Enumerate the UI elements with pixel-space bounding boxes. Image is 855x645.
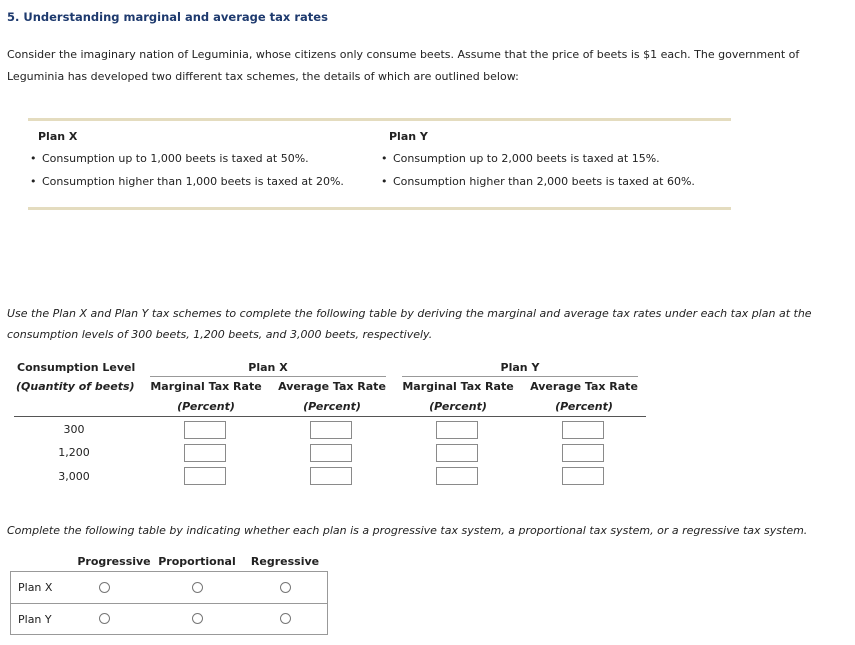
y-average-input-1200[interactable] — [562, 444, 604, 462]
plan-x-details — [28, 130, 344, 190]
plan-x-header-rule — [150, 376, 386, 377]
tax-system-row-plan-x — [10, 571, 328, 604]
plans-box — [28, 118, 731, 210]
y-marginal-header: Marginal Tax Rate — [402, 380, 514, 393]
progressive-header: Progressive — [77, 555, 151, 568]
row-label-plan-x: Plan X — [18, 581, 53, 594]
x-average-input-3000[interactable] — [310, 467, 352, 485]
plan-y-details — [379, 130, 695, 190]
x-marginal-unit: (Percent) — [177, 400, 235, 413]
tax-system-row-plan-y — [10, 603, 328, 635]
y-marginal-input-300[interactable] — [436, 421, 478, 439]
plan-x-rule: • Consumption higher than 1,000 beets is taxed at 20%. — [28, 173, 344, 190]
y-average-unit: (Percent) — [555, 400, 613, 413]
plan-x-regressive-radio[interactable] — [280, 582, 291, 593]
plan-y-progressive-radio[interactable] — [99, 613, 110, 624]
y-average-input-3000[interactable] — [562, 467, 604, 485]
tax-system-table — [10, 551, 328, 635]
x-average-unit: (Percent) — [303, 400, 361, 413]
plan-x-progressive-radio[interactable] — [99, 582, 110, 593]
quantity-header: (Quantity of beets) — [16, 380, 135, 393]
y-marginal-unit: (Percent) — [429, 400, 487, 413]
consumption-level-cell: 300 — [63, 423, 85, 436]
x-marginal-input-3000[interactable] — [184, 467, 226, 485]
plan-y-regressive-radio[interactable] — [280, 613, 291, 624]
consumption-level-cell: 1,200 — [58, 446, 90, 459]
question-title: 5. Understanding marginal and average tax rates — [7, 10, 328, 24]
x-marginal-header: Marginal Tax Rate — [150, 380, 262, 393]
regressive-header: Regressive — [250, 555, 320, 568]
x-average-header: Average Tax Rate — [278, 380, 386, 393]
y-average-header: Average Tax Rate — [530, 380, 638, 393]
x-average-input-1200[interactable] — [310, 444, 352, 462]
x-marginal-input-1200[interactable] — [184, 444, 226, 462]
plan-y-header-rule — [402, 376, 638, 377]
plan-y-heading: Plan Y — [389, 130, 428, 143]
plan-y-rule: • Consumption higher than 2,000 beets is taxed at 60%. — [379, 173, 695, 190]
proportional-header: Proportional — [158, 555, 236, 568]
plan-x-proportional-radio[interactable] — [192, 582, 203, 593]
y-average-input-300[interactable] — [562, 421, 604, 439]
plan-y-rule: • Consumption up to 2,000 beets is taxed at 15%. — [379, 150, 695, 167]
rate-table-instructions: Use the Plan X and Plan Y tax schemes to complete the following table by deriving the marginal and average tax rates under each tax plan at the consumption levels of 300 beets, 1,200 beets, and 3,000 beets, respectively. — [7, 307, 812, 341]
system-table-instructions: Complete the following table by indicating whether each plan is a progressive tax system, a proportional tax system, or a regressive tax system. — [7, 524, 808, 537]
plan-y-proportional-radio[interactable] — [192, 613, 203, 624]
consumption-level-header: Consumption Level — [17, 361, 136, 374]
plan-x-column-header: Plan X — [248, 361, 288, 374]
plan-x-heading: Plan X — [38, 130, 78, 143]
y-marginal-input-1200[interactable] — [436, 444, 478, 462]
consumption-level-cell: 3,000 — [58, 470, 90, 483]
plan-y-column-header: Plan Y — [500, 361, 540, 374]
x-average-input-300[interactable] — [310, 421, 352, 439]
y-marginal-input-3000[interactable] — [436, 467, 478, 485]
intro-paragraph: Consider the imaginary nation of Leguminia, whose citizens only consume beets. Assume that the price of beets is $1 each. The government of Leguminia has developed two different tax schemes, the details of which are outlined below: — [7, 48, 800, 83]
plan-x-rule: • Consumption up to 1,000 beets is taxed at 50%. — [28, 150, 344, 167]
x-marginal-input-300[interactable] — [184, 421, 226, 439]
rate-table-header-divider — [14, 416, 646, 417]
tax-system-header-row — [10, 551, 328, 572]
row-label-plan-y: Plan Y — [18, 613, 52, 626]
